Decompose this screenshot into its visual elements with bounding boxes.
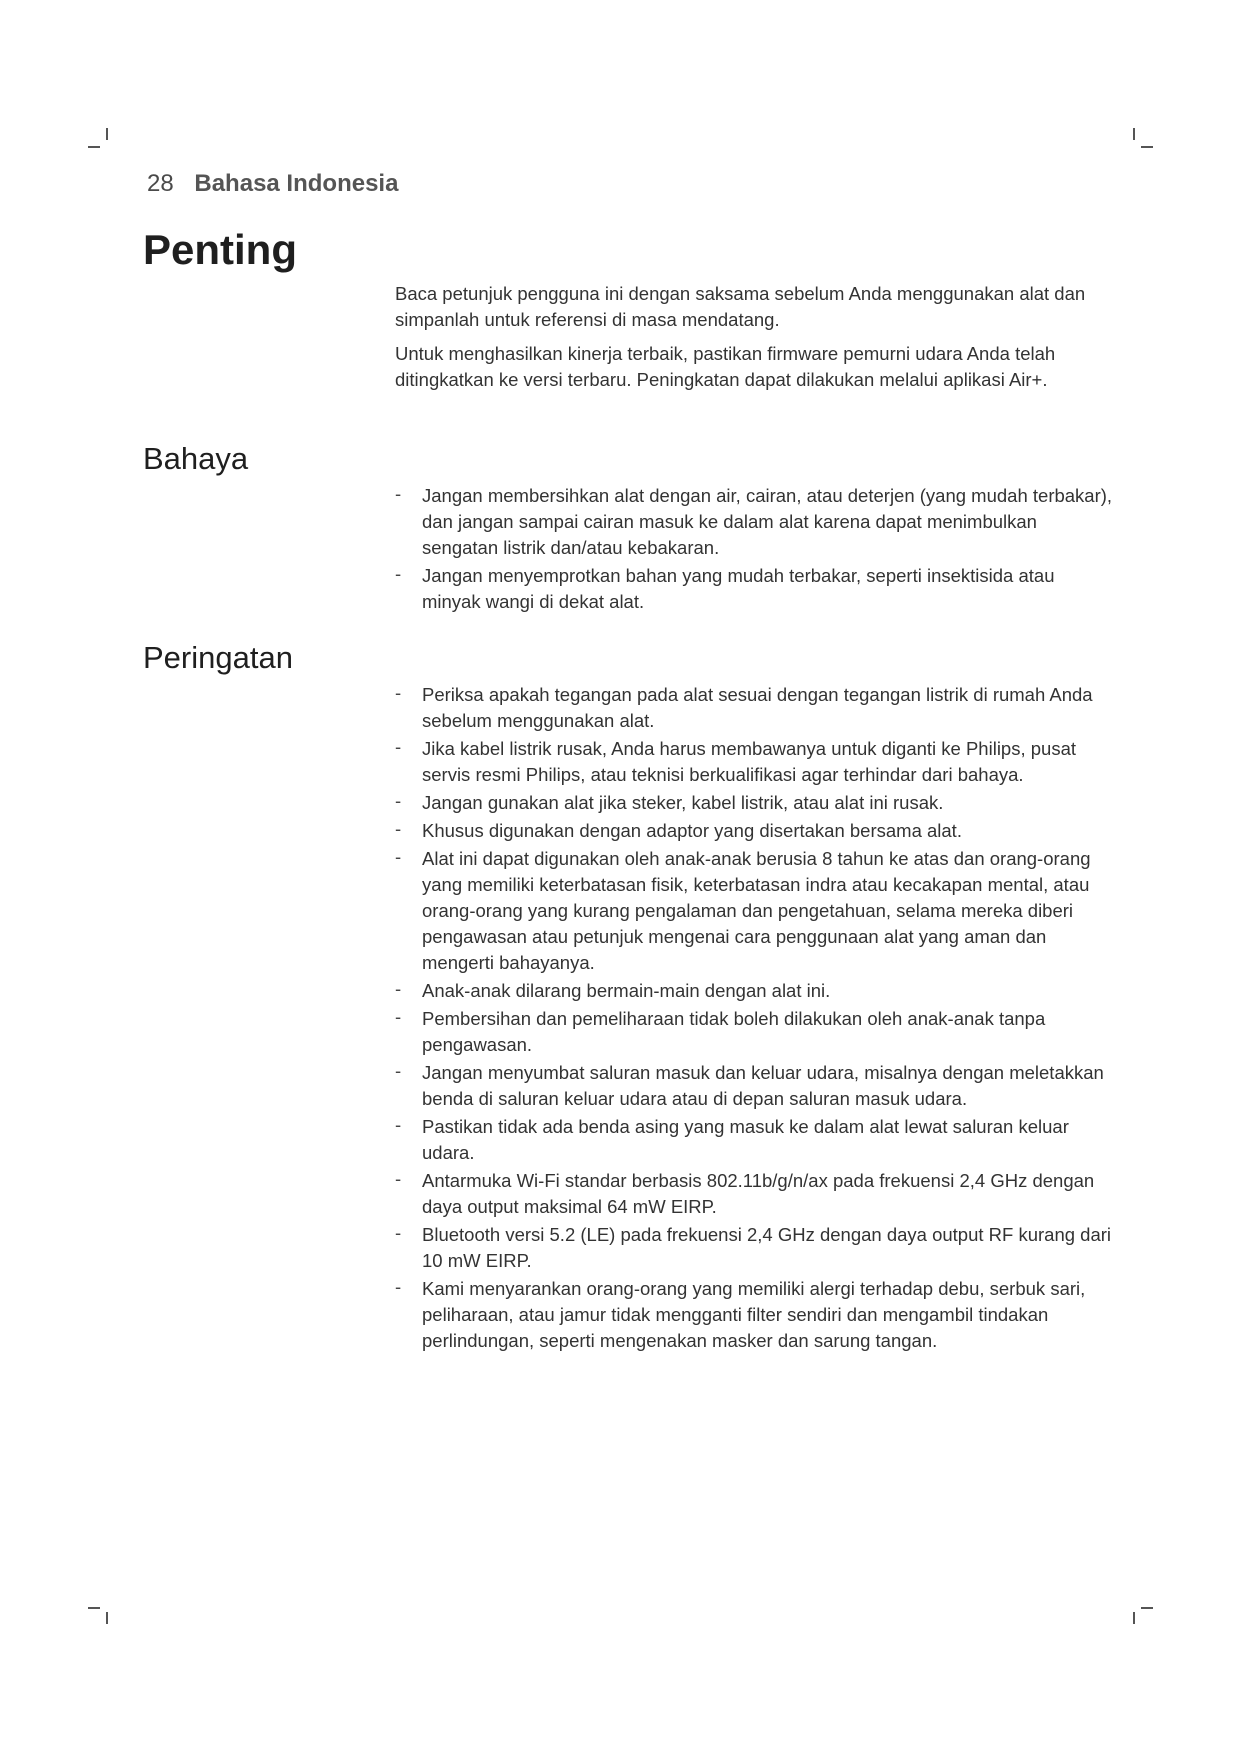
- list-item: - Kami menyarankan orang-orang yang memiliki alergi terhadap debu, serbuk sari, peliharaan, atau jamur tidak mengganti filter sendiri dan mengambil tindakan perlindungan, seperti mengenakan masker dan sarung tangan.: [395, 1276, 1115, 1354]
- list-item: - Jangan membersihkan alat dengan air, cairan, atau deterjen (yang mudah terbakar), dan jangan sampai cairan masuk ke dalam alat karena dapat menimbulkan sengatan listrik dan/atau kebakaran.: [395, 483, 1115, 561]
- crop-mark-bottom-left-v: [106, 1612, 108, 1624]
- list-item: - Jangan menyemprotkan bahan yang mudah terbakar, seperti insektisida atau minyak wangi di dekat alat.: [395, 563, 1115, 615]
- crop-mark-top-left-v: [106, 128, 108, 140]
- heading-penting: Penting: [143, 226, 297, 273]
- page-header: [147, 170, 398, 198]
- penting-paragraph: Baca petunjuk pengguna ini dengan saksama sebelum Anda menggunakan alat dan simpanlah untuk referensi di masa mendatang.: [395, 283, 1086, 330]
- bahaya-list: [395, 483, 1115, 617]
- page-number: 28: [147, 170, 174, 197]
- list-item: - Antarmuka Wi-Fi standar berbasis 802.11b/g/n/ax pada frekuensi 2,4 GHz dengan daya output maksimal 64 mW EIRP.: [395, 1168, 1115, 1220]
- list-item: - Alat ini dapat digunakan oleh anak-anak berusia 8 tahun ke atas dan orang-orang yang memiliki keterbatasan fisik, keterbatasan indra atau kecakapan mental, atau orang-orang yang kurang pengalaman dan pengetahuan, selama mereka diberi pengawasan atau petunjuk mengenai cara penggunaan alat yang aman dan mengerti bahayanya.: [395, 846, 1115, 976]
- crop-mark-bottom-right-h: [1141, 1607, 1153, 1609]
- crop-mark-top-right-v: [1133, 128, 1135, 140]
- list-item: - Pembersihan dan pemeliharaan tidak boleh dilakukan oleh anak-anak tanpa pengawasan.: [395, 1006, 1115, 1058]
- list-item: - Periksa apakah tegangan pada alat sesuai dengan tegangan listrik di rumah Anda sebelum menggunakan alat.: [395, 682, 1115, 734]
- list-item: - Jangan gunakan alat jika steker, kabel listrik, atau alat ini rusak.: [395, 790, 1115, 816]
- list-item: - Khusus digunakan dengan adaptor yang disertakan bersama alat.: [395, 818, 1115, 844]
- peringatan-list: [395, 682, 1115, 1356]
- crop-mark-top-right-h: [1141, 146, 1153, 148]
- crop-mark-top-left-h: [88, 146, 100, 148]
- heading-peringatan: Peringatan: [143, 640, 293, 675]
- list-item: - Pastikan tidak ada benda asing yang masuk ke dalam alat lewat saluran keluar udara.: [395, 1114, 1115, 1166]
- heading-bahaya: Bahaya: [143, 441, 249, 476]
- language-label: Bahasa Indonesia: [194, 170, 399, 197]
- crop-mark-bottom-left-h: [88, 1607, 100, 1609]
- list-item: - Jika kabel listrik rusak, Anda harus membawanya untuk diganti ke Philips, pusat servis resmi Philips, atau teknisi berkualifikasi agar terhindar dari bahaya.: [395, 736, 1115, 788]
- penting-paragraph: Untuk menghasilkan kinerja terbaik, pastikan firmware pemurni udara Anda telah ditingkatkan ke versi terbaru. Peningkatan dapat dilakukan melalui aplikasi Air+.: [395, 343, 1056, 390]
- list-item: - Jangan menyumbat saluran masuk dan keluar udara, misalnya dengan meletakkan benda di saluran keluar udara atau di depan saluran masuk udara.: [395, 1060, 1115, 1112]
- list-item: - Anak-anak dilarang bermain-main dengan alat ini.: [395, 978, 1115, 1004]
- penting-body: [395, 281, 1115, 401]
- list-item: - Bluetooth versi 5.2 (LE) pada frekuensi 2,4 GHz dengan daya output RF kurang dari 10 mW EIRP.: [395, 1222, 1115, 1274]
- crop-mark-bottom-right-v: [1133, 1612, 1135, 1624]
